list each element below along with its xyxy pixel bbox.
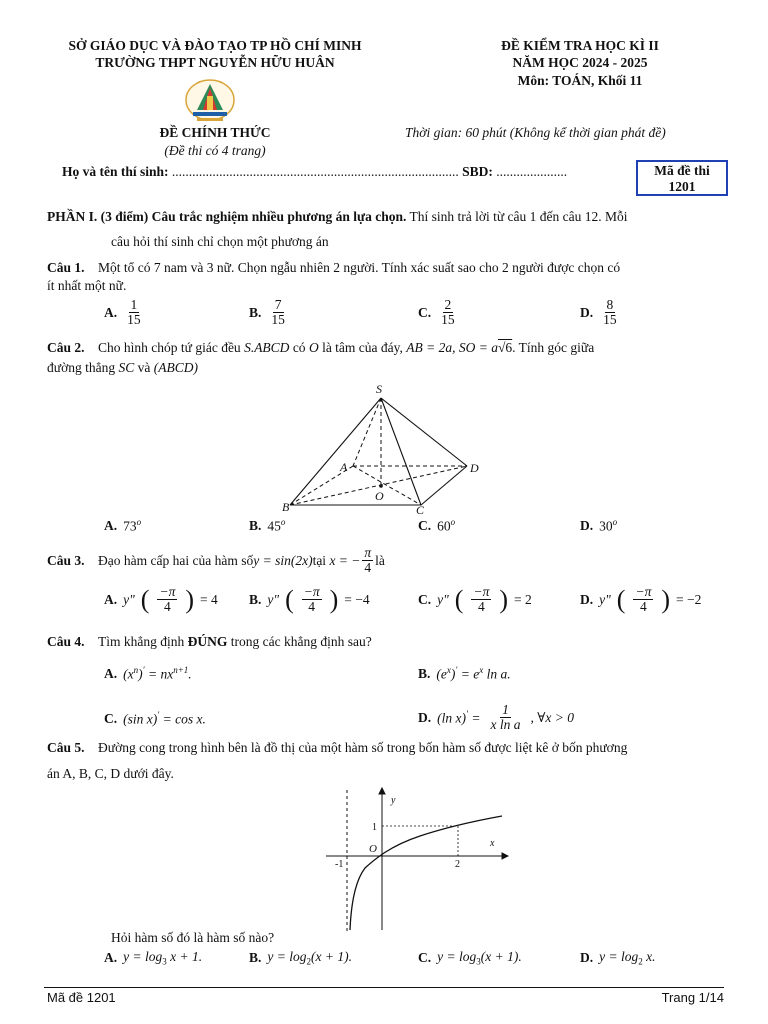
tick-label-2: 2 <box>455 859 460 870</box>
log-argument: x + 1 <box>166 949 199 964</box>
axis-label-y: y <box>391 795 396 806</box>
q2-label: Câu 2. <box>47 340 85 355</box>
q3-option-c[interactable] <box>418 585 532 614</box>
fraction <box>157 585 177 614</box>
q4-body: trong các khẳng định sau? <box>227 634 372 649</box>
option-label: B. <box>249 949 262 965</box>
part1-heading <box>47 209 727 225</box>
value: = 4 <box>200 591 218 607</box>
exam-title: ĐỀ KIỂM TRA HỌC KÌ II <box>501 38 659 53</box>
q1-text <box>47 260 620 276</box>
tail: . <box>652 949 656 964</box>
right-paren: ) <box>185 584 195 614</box>
q2-body: là tâm của đáy, <box>318 340 407 355</box>
exponent: x <box>446 665 451 675</box>
tick-label-minus-1: -1 <box>335 859 344 870</box>
q3-option-d[interactable] <box>580 585 701 614</box>
option-label: C. <box>418 591 432 607</box>
school-name: TRƯỜNG THPT NGUYỄN HỮU HUÂN <box>95 55 335 70</box>
numerator: −π <box>159 584 176 599</box>
tail: . <box>348 949 352 964</box>
school-year: NĂM HỌC 2024 - 2025 <box>512 55 648 70</box>
expression: $(x^n)' = nx^{n+1}$. <box>123 665 192 682</box>
exam-code-label: Mã đề thi <box>654 163 710 178</box>
q1-option-d[interactable] <box>580 298 621 327</box>
base: x <box>127 666 134 682</box>
department-name: SỞ GIÁO DỤC VÀ ĐÀO TẠO TP HỒ CHÍ MINH <box>68 38 362 53</box>
q2-text-2 <box>47 360 198 376</box>
expression: (ln x)′ = <box>437 708 481 726</box>
log-argument: x <box>642 949 653 964</box>
inner: ln x <box>441 710 462 726</box>
right-paren: ) <box>499 584 509 614</box>
rhs-exponent: n+1 <box>173 665 189 675</box>
name-dots: ..................................................................................... <box>171 164 459 179</box>
q3-option-b[interactable] <box>249 585 370 614</box>
q1-option-b[interactable] <box>249 298 289 327</box>
q3-function: y = sin(2x) <box>253 552 313 568</box>
sqrt-value: 6 <box>505 340 513 355</box>
base: e <box>440 666 447 682</box>
q1-label: Câu 1. <box>47 260 85 275</box>
q3-x: x = − <box>329 552 361 568</box>
option-label: A. <box>104 665 118 681</box>
option-label: D. <box>580 949 594 965</box>
degree-symbol: o <box>280 517 286 527</box>
prime: ′ <box>455 665 458 675</box>
denominator: 4 <box>308 599 316 615</box>
exam-code-box <box>636 160 728 196</box>
value: = −2 <box>676 591 702 607</box>
subject: Môn: TOÁN, Khối 11 <box>517 73 643 88</box>
option-label: B. <box>249 517 262 533</box>
q5-text <box>47 740 627 756</box>
log-argument: (x + 1) <box>480 949 519 964</box>
expression <box>599 949 655 967</box>
log-graph <box>320 786 510 934</box>
q5-option-a[interactable] <box>104 949 202 967</box>
log-base: 3 <box>476 956 481 967</box>
q2-text <box>47 340 594 356</box>
numerator: −π <box>303 584 320 599</box>
fraction <box>633 585 653 614</box>
fraction <box>601 298 619 327</box>
left-paren: ( <box>140 584 150 614</box>
tail: . <box>518 949 522 964</box>
log-prefix: y = log <box>599 949 639 964</box>
q3-text <box>47 546 385 575</box>
option-label: D. <box>418 709 432 725</box>
q3-body: tại <box>312 552 327 568</box>
q2-option-c[interactable] <box>418 517 455 535</box>
q2-body: . Tính góc giữa <box>512 340 595 355</box>
q3-body: là <box>375 552 385 568</box>
right-paren: ) <box>661 584 671 614</box>
part1-instruction-2: câu hỏi thí sinh chỉ chọn một phương án <box>111 234 329 249</box>
numerator: −π <box>635 584 652 599</box>
angle-value: 45 <box>267 518 281 534</box>
expression <box>123 949 202 967</box>
q5-body: Đường cong trong hình bên là đồ thị của một hàm số trong bốn hàm số được liệt kê ở bốn phương <box>98 740 628 755</box>
q4-body: Tìm khẳng định <box>98 634 188 649</box>
q1-text-2: ít nhất một nữ. <box>47 278 127 293</box>
rhs: = nx <box>147 666 174 682</box>
log-base: 2 <box>638 956 643 967</box>
numerator: −π <box>473 584 490 599</box>
denominator: 4 <box>364 560 372 576</box>
q5-label: Câu 5. <box>47 740 85 755</box>
option-label: B. <box>249 591 262 607</box>
option-label: C. <box>418 949 432 965</box>
option-label: C. <box>418 304 432 320</box>
denominator: 4 <box>478 599 485 615</box>
q2-body: Cho hình chóp tứ giác đều <box>98 340 245 355</box>
angle-value: 73 <box>123 518 137 534</box>
second-derivative: y" <box>599 591 611 607</box>
option-label: A. <box>104 304 118 320</box>
q2-body: có <box>289 340 309 355</box>
sbd-label: SBD: <box>462 164 493 179</box>
q1-option-a[interactable] <box>104 298 145 327</box>
q5-option-d[interactable] <box>580 949 655 967</box>
official-label: ĐỀ CHÍNH THỨC <box>159 125 271 140</box>
q2-plane: (ABCD) <box>153 360 198 375</box>
candidate-line <box>62 164 567 180</box>
expression: (sin x)′ = cos x. <box>123 710 206 727</box>
fraction <box>439 298 457 327</box>
origin-label: O <box>369 843 377 855</box>
numerator: 1 <box>130 297 138 312</box>
axis-label-x: x <box>490 838 495 849</box>
log-prefix: y = log <box>437 949 477 964</box>
numerator: 1 <box>502 702 509 717</box>
q2-line: SC <box>118 360 135 375</box>
log-base: 2 <box>306 956 311 967</box>
q2-option-d[interactable] <box>580 517 617 535</box>
q2-pyramid: S.ABCD <box>244 340 290 355</box>
degree-symbol: o <box>450 517 456 527</box>
fraction <box>471 585 491 614</box>
rhs: = cos x. <box>162 711 206 727</box>
q5-question: Hỏi hàm số đó là hàm số nào? <box>111 930 275 945</box>
rhs: = e <box>460 666 480 682</box>
q4-emphasis: ĐÚNG <box>187 634 228 649</box>
label-d: D <box>470 461 479 475</box>
expression <box>437 949 522 967</box>
inner: sin x <box>127 711 153 727</box>
expression <box>267 949 352 967</box>
option-label: D. <box>580 304 594 320</box>
name-label: Họ và tên thí sinh: <box>62 164 169 179</box>
q2-body: đường thẳng <box>47 360 119 375</box>
option-label: A. <box>104 591 118 607</box>
denominator: 4 <box>640 599 647 615</box>
label-c: C <box>416 503 425 515</box>
q5-option-c[interactable] <box>418 949 522 967</box>
fraction <box>125 298 143 327</box>
label-o: O <box>375 489 384 503</box>
footer-divider <box>44 987 724 988</box>
option-label: A. <box>104 517 118 533</box>
label-s: S <box>376 382 382 396</box>
q2-center: O <box>308 340 319 355</box>
school-logo <box>183 78 237 124</box>
q4-option-b[interactable] <box>418 665 511 683</box>
log-base: 3 <box>162 956 167 967</box>
log-argument: (x + 1) <box>311 949 349 964</box>
fraction <box>488 703 522 732</box>
q4-label: Câu 4. <box>47 634 85 649</box>
q1-option-c[interactable] <box>418 298 459 327</box>
denominator: 15 <box>127 312 141 328</box>
rhs-exponent: x <box>479 665 484 675</box>
left-paren: ( <box>285 584 294 614</box>
time-note: Thời gian: 60 phút (Không kể thời gian phát đề) <box>405 125 666 140</box>
log-prefix: y = log <box>267 949 307 964</box>
q4-option-c[interactable] <box>104 710 206 728</box>
option-label: B. <box>249 304 262 320</box>
option-label: A. <box>104 949 118 965</box>
tail: , ∀x > 0 <box>530 709 574 725</box>
q2-option-b[interactable] <box>249 517 285 535</box>
numerator: π <box>364 545 372 560</box>
numerator: 7 <box>274 297 282 312</box>
degree-symbol: o <box>612 517 618 527</box>
numerator: 2 <box>444 297 452 312</box>
sbd-dots: ..................... <box>496 164 568 179</box>
denominator: 15 <box>271 312 285 328</box>
q4-text <box>47 634 372 650</box>
angle-value: 30 <box>599 518 613 534</box>
q5-text-2: án A, B, C, D dưới đây. <box>47 766 174 781</box>
q2-body: và <box>134 360 154 375</box>
prime: ′ <box>142 665 145 675</box>
q2-given: AB = 2a, SO = a <box>406 340 498 355</box>
second-derivative: y" <box>267 591 280 607</box>
option-label: D. <box>580 591 594 607</box>
part1-instruction: Thí sinh trả lời từ câu 1 đến câu 12. Mỗi <box>406 209 628 224</box>
label-b: B <box>282 500 290 514</box>
log-prefix: y = log <box>123 949 163 964</box>
denominator: 4 <box>164 599 171 615</box>
q4-option-a[interactable] <box>104 665 192 683</box>
fraction <box>362 546 373 575</box>
q5-option-b[interactable] <box>249 949 352 967</box>
option-label: D. <box>580 517 594 533</box>
q3-body: Đạo hàm cấp hai của hàm số <box>98 552 254 568</box>
q3-option-a[interactable] <box>104 585 218 614</box>
prime: ′ <box>466 708 468 719</box>
option-label: C. <box>418 517 432 533</box>
expression: $(e^x)' = e^x$ ln a. <box>436 665 511 682</box>
q1-body: Một tổ có 7 nam và 3 nữ. Chọn ngẫu nhiên 2 người. Tính xác suất sao cho 2 người được chọn có <box>98 260 621 275</box>
right-paren: ) <box>329 584 339 614</box>
q4-option-d[interactable] <box>418 703 574 732</box>
tick-label-1: 1 <box>372 822 377 833</box>
exponent: n <box>133 665 139 675</box>
prime: ′ <box>157 710 160 720</box>
fraction <box>302 585 322 614</box>
value: = 2 <box>514 591 532 607</box>
pages-note: (Đề thi có 4 trang) <box>164 143 266 158</box>
value: = −4 <box>344 591 370 607</box>
q3-label: Câu 3. <box>47 552 85 568</box>
denominator: 15 <box>441 312 455 328</box>
option-label: C. <box>104 710 118 726</box>
label-a: A <box>340 460 348 474</box>
pyramid-figure <box>280 380 490 515</box>
option-label: B. <box>418 665 431 681</box>
footer-page-number: Trang 1/14 <box>661 990 724 1005</box>
part1-title: PHẦN I. (3 điểm) Câu trắc nghiệm nhiều phương án lựa chọn. <box>47 209 407 224</box>
left-paren: ( <box>616 584 626 614</box>
angle-value: 60 <box>437 518 451 534</box>
q2-option-a[interactable] <box>104 517 141 535</box>
left-paren: ( <box>454 584 464 614</box>
second-derivative: y" <box>123 591 135 607</box>
sqrt-radicand: √6 <box>498 340 513 355</box>
second-derivative: y" <box>437 591 449 607</box>
fraction <box>269 298 287 327</box>
exam-code-number: 1201 <box>668 179 696 194</box>
tail: . <box>198 949 203 964</box>
footer-exam-code: Mã đề 1201 <box>47 990 116 1005</box>
tail: . <box>188 666 192 682</box>
numerator: 8 <box>606 297 614 312</box>
tail: ln a. <box>483 666 511 682</box>
degree-symbol: o <box>136 517 142 527</box>
denominator: 15 <box>603 312 617 328</box>
denominator: x ln a <box>490 717 521 733</box>
